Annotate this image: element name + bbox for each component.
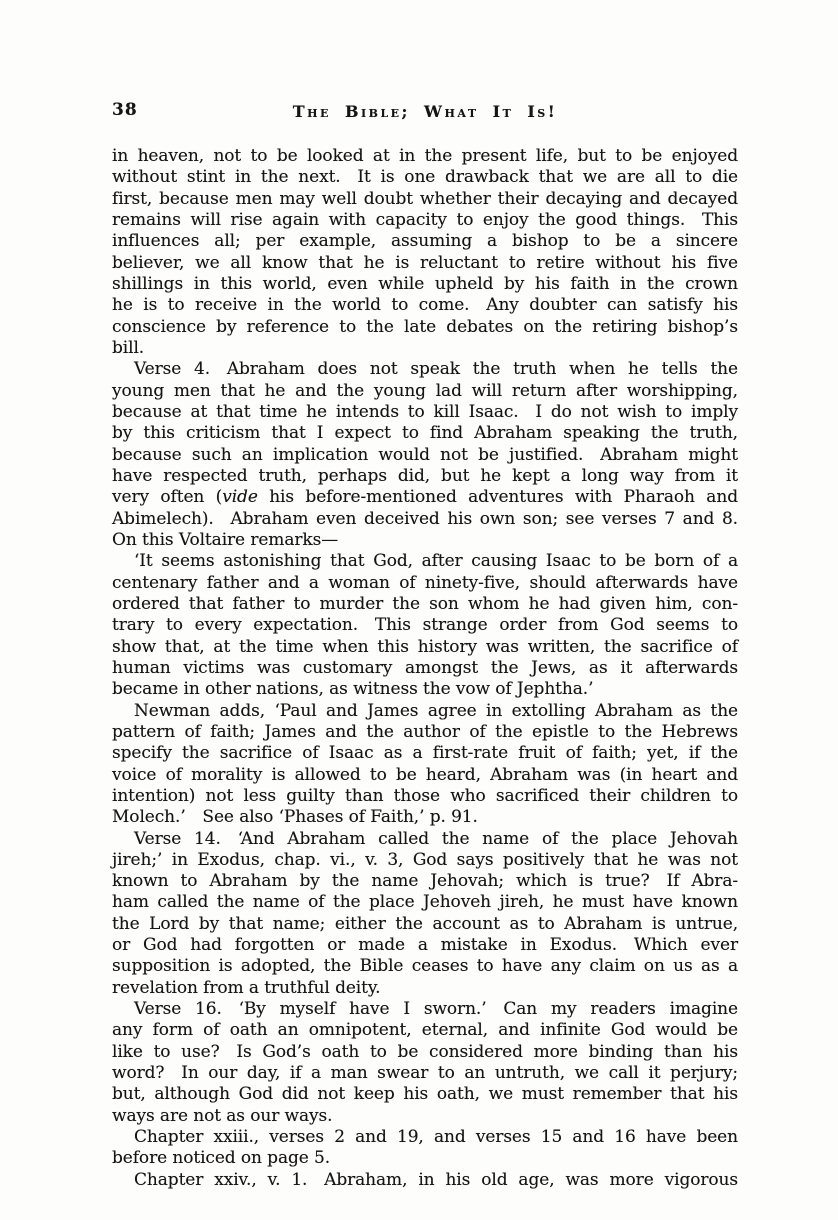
text-line: became in other nations, as witness the vow of Jephtha.’ [112,679,594,700]
text-line: human victims was customary amongst the Jews, as it afterwards [112,657,738,678]
page-body [112,146,738,1191]
text-line: Verse 14. ‘And Abraham called the name of the place Jehovah [134,828,738,849]
text-line: like to use? Is God’s oath to be considered more binding than his [112,1041,738,1062]
text-line: Chapter xxiii., verses 2 and 19, and verses 15 and 16 have been [134,1127,738,1148]
text-line: without stint in the next. It is one drawback that we are all to die [112,167,738,188]
text-line: intention) not less guilty than those who sacrificed their children to [112,785,738,806]
text-line: influences all; per example, assuming a bishop to be a sincere [112,231,738,252]
text-line: very often (vide his before-mentioned adventures with Pharaoh and [112,487,738,508]
text-line: he is to receive in the world to come. Any doubter can satisfy his [112,295,738,316]
text-line: have respected truth, perhaps did, but he kept a long way from it [112,465,738,486]
text-line: Verse 16. ‘By myself have I sworn.’ Can my readers imagine [134,999,738,1020]
text-line: ways are not as our ways. [112,1105,333,1126]
text-line: jireh;’ in Exodus, chap. vi., v. 3, God says positively that he was not [112,849,738,870]
running-title: The Bible; What It Is! [292,102,558,121]
text-line: bill. [112,337,145,358]
text-line: first, because men may well doubt whether their decaying and decayed [112,188,738,209]
text-line: the Lord by that name; either the account as to Abraham is untrue, [112,913,738,934]
text-line: because such an implication would not be justified. Abraham might [112,444,738,465]
text-line: revelation from a truthful deity. [112,977,381,998]
text-line: trary to every expectation. This strange order from God seems to [112,615,738,636]
text-line: Verse 4. Abraham does not speak the truth when he tells the [134,359,738,380]
text-line: pattern of faith; James and the author of the epistle to the Hebrews [112,721,738,742]
text-line: Newman adds, ‘Paul and James agree in extolling Abraham as the [134,700,738,721]
text-line: supposition is adopted, the Bible ceases to have any claim on us as a [112,956,738,977]
page-number: 38 [112,100,138,120]
text-line: voice of morality is allowed to be heard, Abraham was (in heart and [112,764,738,785]
text-line: On this Voltaire remarks— [112,529,339,550]
text-line: or God had forgotten or made a mistake in Exodus. Which ever [112,935,738,956]
text-line: by this criticism that I expect to find Abraham speaking the truth, [112,423,738,444]
text-line: before noticed on page 5. [112,1148,331,1169]
text-line: conscience by reference to the late debates on the retiring bishop’s [112,316,738,337]
text-line: shillings in this world, even while upheld by his faith in the crown [112,273,738,294]
text-line: Chapter xxiv., v. 1. Abraham, in his old age, was more vigorous [134,1169,738,1190]
text-line: show that, at the time when this history was written, the sacrifice of [112,636,738,657]
text-line: ham called the name of the place Jehoveh jireh, he must have known [112,892,738,913]
text-line: specify the sacrifice of Isaac as a first-rate fruit of faith; yet, if the [112,743,738,764]
text-line: ‘It seems astonishing that God, after causing Isaac to be born of a [134,551,738,572]
text-line: Abimelech). Abraham even deceived his own son; see verses 7 and 8. [112,508,738,529]
text-line: young men that he and the young lad will return after worshipping, [112,380,738,401]
text-line: but, although God did not keep his oath, we must remember that his [112,1084,738,1105]
text-line: ordered that father to murder the son whom he had given him, con- [112,593,738,614]
text-line: centenary father and a woman of ninety-five, should afterwards have [112,572,738,593]
text-line: known to Abraham by the name Jehovah; which is true? If Abra- [112,871,738,892]
text-line: any form of oath an omnipotent, eternal, and infinite God would be [112,1020,738,1041]
text-line: because at that time he intends to kill Isaac. I do not wish to imply [112,401,738,422]
text-line: believer, we all know that he is reluctant to retire without his five [112,252,738,273]
text-line: in heaven, not to be looked at in the present life, but to be enjoyed [112,146,738,166]
text-line: Molech.’ See also ‘Phases of Faith,’ p. 91. [112,807,478,828]
text-line: word? In our day, if a man swear to an untruth, we call it perjury; [112,1063,738,1084]
text-line: remains will rise again with capacity to enjoy the good things. This [112,209,738,230]
